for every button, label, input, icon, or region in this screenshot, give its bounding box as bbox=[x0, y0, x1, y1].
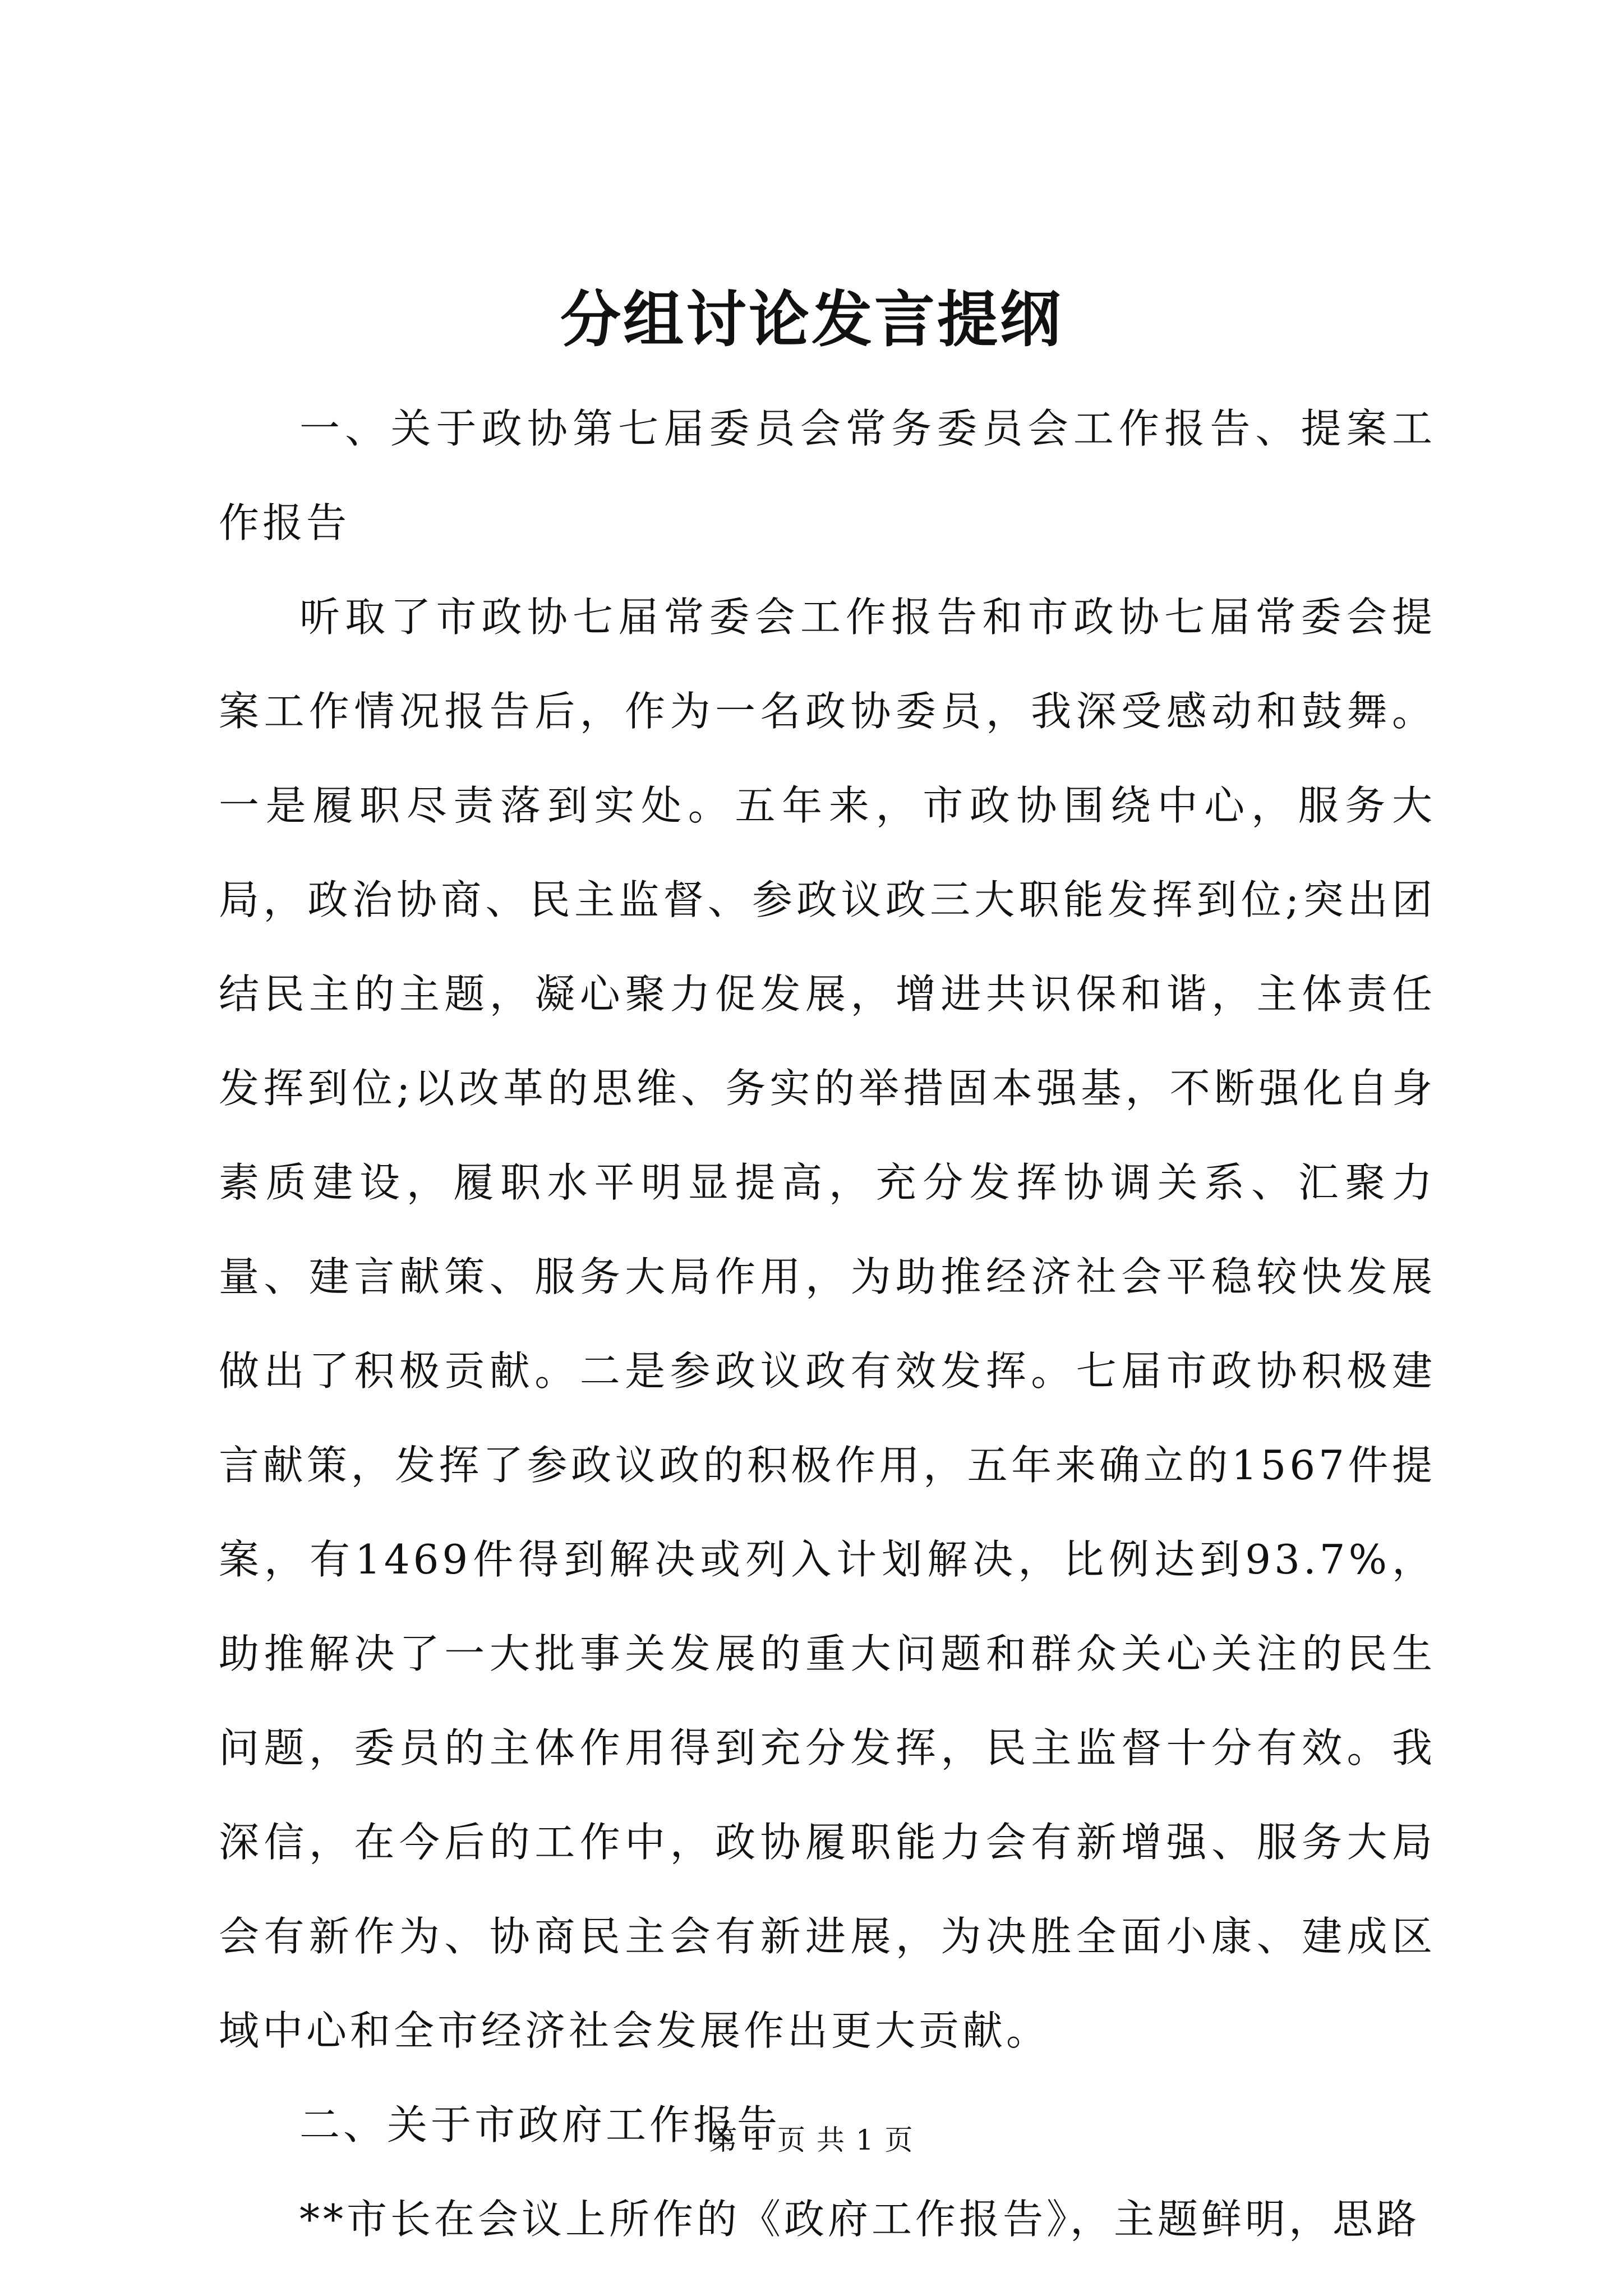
section-heading-2: 二、关于市政府工作报告 bbox=[299, 2101, 781, 2148]
document-body bbox=[219, 381, 1436, 2266]
section-heading-1: 一、关于政协第七届委员会常务委员会工作报告、提案工作报告 bbox=[219, 405, 1436, 546]
document-title: 分组讨论发言提纲 bbox=[560, 284, 1063, 355]
paragraph-2: **市长在会议上所作的《政府工作报告》，主题鲜明，思路 bbox=[299, 2196, 1421, 2243]
paragraph-1: 听取了市政协七届常委会工作报告和市政协七届常委会提案工作情况报告后，作为一名政协委员，我深受感动和鼓舞。一是履职尽责落到实处。五年来，市政协围绕中心，服务大局，政治协商、民主监督、参政议政三大职能发挥到位;突出团结民主的主题，凝心聚力促发展，增进共识保和谐，主体责任发挥到位;以改革的思维、务实的举措固本强基，不断强化自身素质建设，履职水平明显提高，充分发挥协调关系、汇聚力量、建言献策、服务大局作用，为助推经济社会平稳较快发展做出了积极贡献。二是参政议政有效发挥。七届市政协积极建言献策，发挥了参政议政的积极作用，五年来确立的1567件提案，有1469件得到解决或列入计划解决，比例达到93.7%，助推解决了一大批事关发展的重大问题和群众关心关注的民生问题，委员的主体作用得到充分发挥，民主监督十分有效。我深信，在今后的工作中，政协履职能力会有新增强、服务大局会有新作为、协商民主会有新进展，为决胜全面小康、建成区域中心和全市经济社会发展作出更大贡献。 bbox=[219, 593, 1436, 2054]
page-footer: 第 1 页 共 1 页 bbox=[709, 2124, 914, 2156]
